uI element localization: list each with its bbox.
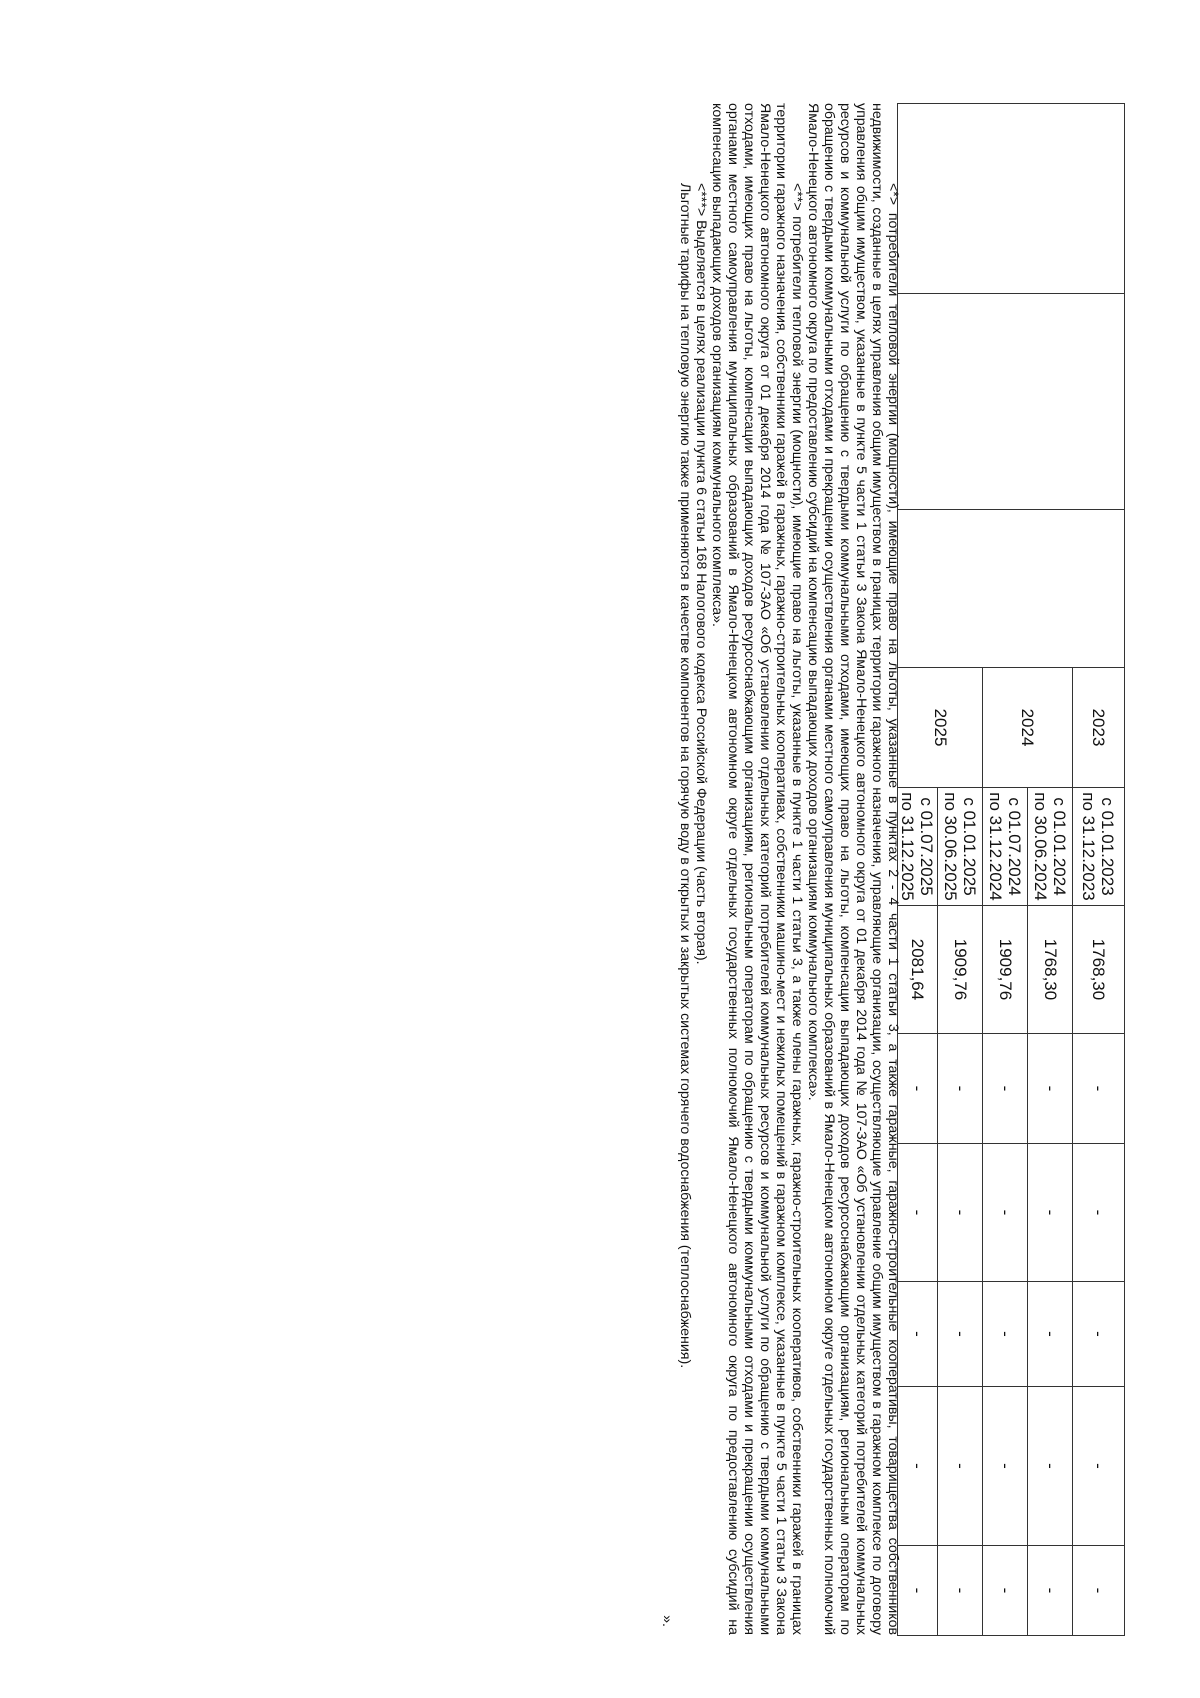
period-from: с 01.07.2024	[1005, 797, 1024, 896]
dash-cell: -	[898, 1282, 938, 1387]
dash-cell: -	[1028, 1144, 1073, 1282]
dash-cell: -	[898, 1144, 938, 1282]
blank-cell	[898, 104, 1125, 294]
tariff-value: 1909,76	[938, 906, 983, 1034]
tariff-value: 1909,76	[983, 906, 1028, 1034]
blank-cell	[898, 510, 1125, 668]
period-from: с 01.01.2024	[1050, 797, 1069, 896]
footnote-2: <**> потребители тепловой энергии (мощности), имеющие право на льготы, указанные в пункте 1 части 1 статьи 3, а также члены гаражных, гаражно-строительных кооперативов, собственники гаражей в границах территории гаражного назначения, собственники гаражей в гаражных, гаражно-строительных кооперативах, собственники машино-мест и нежилых помещений в гаражном комплексе, указанные в пункте 5 части 1 статьи 3 Закона Ямало-Ненецкого автономного округа от 01 декабря 2014 года № 107-ЗАО «Об установлении отдельных категорий потребителей коммунальных ресурсов и коммунальной услуги по обращению с твердыми коммунальными отходами, имеющих право на льготы, компенсации выпадающих доходов ресурсоснабжающим организациям, региональным операторам по обращению с твердыми коммунальными отходами и прекращении осуществления органами местного самоуправления муниципальных образований в Ямало-Ненецком автономном округе отдельных государственных полномочий Ямало-Ненецкого автономного округа по предоставлению субсидий на компенсацию выпадающих доходов организациям коммунального комплекса».	[709, 103, 805, 1635]
dash-cell: -	[983, 1144, 1028, 1282]
period-from: с 01.07.2025	[917, 797, 937, 896]
period-to: по 30.06.2024	[1031, 792, 1050, 901]
dash-cell: -	[898, 1546, 938, 1636]
period-to: по 31.12.2024	[986, 792, 1005, 901]
dash-cell: -	[983, 1387, 1028, 1546]
year-cell: 2024	[983, 668, 1073, 788]
table-row	[1073, 104, 1125, 1636]
tariff-table	[897, 103, 1125, 1636]
rotated-content	[405, 103, 1125, 1663]
dash-cell: -	[938, 1034, 983, 1144]
dash-cell: -	[1028, 1387, 1073, 1546]
dash-cell: -	[1028, 1282, 1073, 1387]
dash-cell: -	[1073, 1387, 1125, 1546]
footnote-3: <***> Выделяется в целях реализации пункта 6 статьи 168 Налогового кодекса Российской Федерации (часть вторая).	[693, 183, 709, 965]
dash-cell: -	[1073, 1034, 1125, 1144]
period-to: по 30.06.2025	[941, 792, 960, 901]
footnotes	[659, 103, 901, 1635]
dash-cell: -	[938, 1546, 983, 1636]
period-from: с 01.01.2023	[1098, 797, 1118, 896]
footnote-1: <*> потребители тепловой энергии (мощности), имеющие право на льготы, указанные в пунктах 2 - 4 части 1 статьи 3, а также гаражные, гаражно-строительные кооперативы, товарищества собственников недвижимости, созданные в целях управления общим имуществом в границах территории гаражного назначения, управляющие организации, осуществляющие управление общим имуществом в гаражном комплексе по договору управления общим имуществом, указанные в пункте 5 части 1 статьи 3 Закона Ямало-Ненецкого автономного округа от 01 декабря 2014 года № 107-ЗАО «Об установлении отдельных категорий потребителей коммунальных ресурсов и коммунальной услуги по обращению с твердыми коммунальными отходами, имеющих право на льготы, компенсации выпадающих доходов ресурсоснабжающим организациям, региональным операторам по обращению с твердыми коммунальными отходами и прекращении осуществления органами местного самоуправления муниципальных образований в Ямало-Ненецком автономном округе отдельных государственных полномочий Ямало-Ненецкого автономного округа по предоставлению субсидий на компенсацию выпадающих доходов организациям коммунального комплекса».	[805, 103, 901, 1635]
blank-cell	[898, 294, 1125, 510]
period-cell	[983, 788, 1028, 906]
period-to: по 31.12.2025	[898, 792, 918, 901]
period-to: по 31.12.2023	[1079, 792, 1099, 901]
dash-cell: -	[1028, 1546, 1073, 1636]
dash-cell: -	[1028, 1034, 1073, 1144]
dash-cell: -	[898, 1034, 938, 1144]
dash-cell: -	[1073, 1144, 1125, 1282]
dash-cell: -	[938, 1387, 983, 1546]
closing-quote: ».	[659, 1615, 675, 1627]
period-cell	[1028, 788, 1073, 906]
dash-cell: -	[1073, 1282, 1125, 1387]
dash-cell: -	[983, 1034, 1028, 1144]
dash-cell: -	[1073, 1546, 1125, 1636]
period-cell	[898, 788, 938, 906]
period-cell	[938, 788, 983, 906]
footnote-4: Льготные тарифы на тепловую энергию также применяются в качестве компонентов на горячую воду в открытых и закрытых системах горячего водоснабжения (теплоснабжения).	[677, 183, 693, 1369]
dash-cell: -	[898, 1387, 938, 1546]
period-cell	[1073, 788, 1125, 906]
dash-cell: -	[938, 1144, 983, 1282]
tariff-value: 1768,30	[1073, 906, 1125, 1034]
dash-cell: -	[983, 1282, 1028, 1387]
tariff-value: 2081,64	[898, 906, 938, 1034]
period-from: с 01.01.2025	[960, 797, 979, 896]
year-cell: 2023	[1073, 668, 1125, 788]
tariff-value: 1768,30	[1028, 906, 1073, 1034]
year-cell: 2025	[898, 668, 983, 788]
dash-cell: -	[938, 1282, 983, 1387]
dash-cell: -	[983, 1546, 1028, 1636]
